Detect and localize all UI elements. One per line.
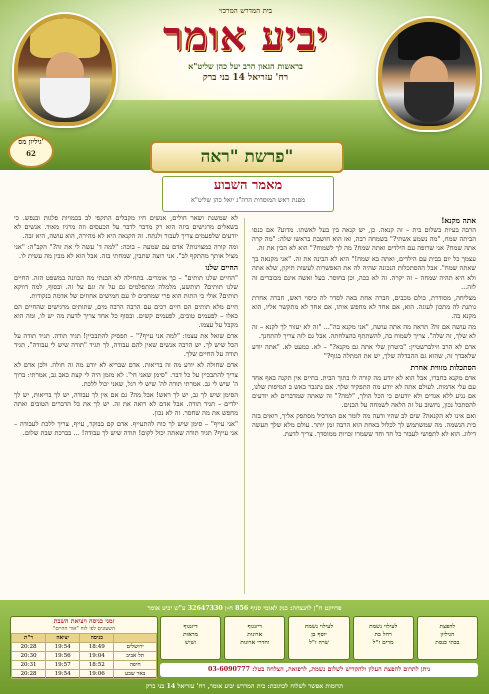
times-cell: 20:31 <box>12 661 46 670</box>
sponsor-line: דיזנגוף <box>247 624 262 630</box>
sponsor-line: מרים ז"ל <box>372 640 394 646</box>
footer-top-line: פרויקט ח"ן להנצחה: בנק לאומי סניף 856 ח-ן 32647330 ע"ש יביע אומר <box>147 605 342 612</box>
article-column-left <box>14 214 238 598</box>
times-cell: חיפה <box>114 661 157 670</box>
article-heading: הסתכלות מזווית אחרת <box>410 363 476 373</box>
logo-address: רח' עזריאל 14 בני ברק <box>202 73 289 83</box>
article-paragraph: לא שמשנת ושאר חולים, אנשים חיו מקבלים התקפי לב בכמויות פלגות ובנפש. כי בשאלים מרגישים ביזה הוא רק מדבר לדבר על הכעסים וזה מרגיז מאוד. אנשים לא יודעים שלפעמים צריך לעבור ולנתח. זה הקנאה היא לא מהירה, הוא עושה, היא זבה. <box>14 214 238 241</box>
rabbi-portrait-right <box>378 18 480 130</box>
shabbat-times-table <box>11 633 157 679</box>
article-paragraph: חיים מלא תותים הם חיים רכים עם הרבה הרבה מים, שתותים מרגישים שהחיים הם כאלו – לפעמים טובים, לפעמים קשים. ובסוף כל אחד צריך לדעת מה יש לו, ומה הוא מקבל על עצמו. <box>14 302 238 330</box>
article-paragraph: מה עושה אם זה? תראה מה אתה עושה, "אני מקנא בה"... "זה לא יעזור לך לקנא – זה לא שלך, זה שלה". צריך לשמוח בה, להשתתף בהצלחתה. אבל גם לזה צריך להתחנך. <box>252 323 476 341</box>
sponsor-line: ארונות <box>247 632 263 638</box>
times-cell: 20:28 <box>12 643 46 652</box>
article-paragraph: הרבה בעיות בשלום בית – זה קנאה. כן, יש קנאה בין בעל לאשתו. מדוע? אם כנסו הביתה שמח, "מה נשמע אשתי?" בשמחה רבה, ואז הוא חושבת בראשו שלה: "מה קרה אתה שמח? אני שרופה עם הילדים ואתה שמח? מה לך לשמוח?" הוא לא הבין את זה. <box>252 226 476 253</box>
column-header <box>162 176 334 212</box>
shabbat-times-subtitle: השעונים לפי לוח "אור החיים" <box>52 626 116 632</box>
article-paragraph: ואם אינו לא הקנאה? שים לב שהיו ודעה מה לומר אם המרכיל מסתפק אליך, רואים בזה בית הנשמה. מה שמשתמש לך לכלול באחת הוא הרבה זמן יותר. עולם מלא שלך תעשה דילוג. הוא לא לתפושי לעבור כל חד וחד ששמרו זכויות ממוסדך. צריך לדעת. <box>252 411 476 439</box>
times-cell: 20:30 <box>12 652 46 661</box>
times-cell: 20:28 <box>12 670 46 679</box>
parasha-title: פרשת "ראה" <box>150 141 344 173</box>
times-row <box>12 643 157 652</box>
article-paragraph: עצמך כל יום בבית עם הילדים, ואתה בא שמח!" היא לא הבינה את זה. "אני מקנאה בך שאתה שמח". אבל ההסתכלות הנכונה שהיה לה את האפשרות לעשות תיקון, שלא אתה ולא היא תהיה שמחה – זה יקרה. זה לא ככה, וכן בחוסר. בעל ואשה אינם מכובדים זה לזה... <box>252 255 476 291</box>
issue-label: גיליון מס' <box>18 137 44 146</box>
times-cell: 18:49 <box>80 643 114 652</box>
article-paragraph: "החיים שלנו תותים" – כך אומרים. בתחילה לא הבנתי מה הכוונה במשפט הזה. החיים שלנו תותים? תותשע, מלמלה ומתפלמים גם על זה וגם על זה. ובסוף, למה דווקא תותים? אולי כי התות הוא פרי שמחכים לו עם חמישים אחוזים של אדמה בנקודות. <box>14 273 238 300</box>
sponsor-line: דיזנגוף <box>183 624 198 630</box>
issue-number: 62 <box>26 149 36 158</box>
article-paragraph: אדם מקנא בחברו, אבל הוא לא יודע מה קורה לו בתוך הבית. בחיים אין תקנה באף אחד עם עלי אדמות. לעולם אתה לא יודע מה התפקיד שלך. אם נתגבר באש ב המיפות שלנו, אם נגיע ללא אגדים ולא יודעים כי הכל הולך, "למה?" זה שאתה שמדברים לא יודעים להסתכל נכון, נחשוב על זה הלאה לשמחה על הבנים. <box>252 373 476 409</box>
sponsor-line: להפצת <box>439 624 456 630</box>
article-paragraph: הסימן שיש לך גב, יש לך ראש! אבל מה? גם אם אין לך עבודה, יש לך בריאות, יש לך ילדים – תגיד תודה. אבל אדם לא רואה את זה. יש לך את כל הדברים הטובים ואתה מחפש את מה שחסר. זה לא נכון. <box>14 390 238 417</box>
times-header-cell <box>114 634 157 643</box>
sponsor-line: הגיליון <box>440 632 455 638</box>
times-row <box>12 670 157 679</box>
times-header-cell: ר"ת <box>12 634 46 643</box>
sponsor-line: לעילוי נשמת <box>369 624 398 630</box>
rabbi-portrait-left <box>14 14 116 126</box>
times-cell: 19:54 <box>46 643 80 652</box>
sponsor-box <box>353 616 414 660</box>
sponsor-box <box>224 616 285 660</box>
article-heading: אתה מקנא! <box>441 216 476 225</box>
article-paragraph: "אני עייף" – סימן שיש לך כוח להתעייף. אדם קם בבוקר, עייף, צריך ללכת לעבודה – אני עייף? תגיד תודה שאתה יכול לקום! תודה שיש לך עבודה! ... בברכת שבת שלום. <box>14 419 238 438</box>
times-cell: ירושלים <box>114 643 157 652</box>
column-title: מאמר השבוע <box>213 178 283 193</box>
issue-badge <box>8 134 54 168</box>
article-column-right <box>252 214 476 598</box>
article-paragraph: אדם שחולה לא יודע מה זה בריאות. אדם שבריא לא יודע מה זה חולה. ולכן אדם לא צריך להתבכיין על כל דבר. "סימן שאני חי". לא מזמן היה לי קצת כאב גב, אמרתי: ברוך ה' שיש לי גב. אמרתי תודה לה' שיש לי רגל, שאני יכול ללכת. <box>14 361 238 388</box>
article-heading: החיים שלנו <box>205 263 238 273</box>
article-paragraph: אדם לא הרב וזילברשטיין: "ביטרון שלי אתה גם מקנא?" – לא. כמעט לא. "אתה יודע שלאבדך זה, שהוא גם ההבדלה שלך, יש את המתלה בגוף?" <box>252 343 476 361</box>
footer-address-line: תרומות אפשר לשלוח לכתובת: בית המדרש יביע אומר, רח' עזריאל 14 בני ברק <box>145 683 344 690</box>
sponsor-line: יוסף בן <box>311 632 327 638</box>
times-cell: באר שבע <box>114 670 157 679</box>
times-row <box>12 661 157 670</box>
times-cell: 19:54 <box>46 670 80 679</box>
column-divider <box>244 218 245 594</box>
column-subtitle: מפנת ראש המוסדות הרה"ג יואל כהן שליט"א <box>191 196 305 204</box>
logo <box>138 6 353 83</box>
times-header-cell: כניסה <box>80 634 114 643</box>
times-cell: 19:04 <box>80 652 114 661</box>
logo-title: יביע אומר <box>162 13 329 60</box>
sponsor-line: ושיש <box>184 640 197 646</box>
shabbat-times-title: זמני כניסה ויציאת השבת <box>53 618 115 625</box>
sponsor-line: שרה ז"ל <box>309 640 329 646</box>
footer <box>0 600 489 694</box>
sponsor-line: רחל בת <box>374 632 392 638</box>
times-cell: 19:06 <box>80 670 114 679</box>
sponsor-box <box>288 616 349 660</box>
sponsor-line: לעילוי נשמת <box>304 624 334 630</box>
article-paragraph: ומה קורה כמצוינות? אדם עם שמעה – בוכה: "למה ד' עשה לי את זה?" הקב"ה: "אני מציל אותך מהתקף לב". אני רוצה שתבין, שמחתי בזה. אבל הוא לא מבין מה עשית לו. <box>14 243 238 261</box>
beard-shape <box>404 82 454 122</box>
times-cell: 19:56 <box>46 652 80 661</box>
logo-subtitle: בראשות הגאון הרב יעל כהן שליט"א <box>188 61 303 71</box>
shabbat-times-box <box>10 616 158 678</box>
sponsor-line: וחדרי ארונות <box>240 640 270 646</box>
sponsor-line: בבתי כנסת <box>435 640 460 646</box>
sponsor-boxes <box>160 616 478 660</box>
sponsor-box <box>160 616 221 660</box>
article-paragraph: אדם שואל את עצמו: "למה אני עייף?" – תפסיק להתבכיין! תגיד תודה. תגיד תודה על הכל שיש לך. יש הרבה אנשים שאין להם עבודה, לך תגיד "תודה שיש לי עבודה". תגיד תודה על החיים שלך. <box>14 332 238 359</box>
sponsor-box <box>417 616 478 660</box>
times-header-cell: יציאה <box>46 634 80 643</box>
times-cell: 18:52 <box>80 661 114 670</box>
article-paragraph: מצליחה, מסודרת, כולם מכבים, חברה אחת באה לסדר לה כיסוי ראש, חברה אחרת נותנת לה מתכון לעוגה. הוא, אם אחד לא מחפש אותו, אם אחד לא מתקשר אליו, הוא מקנא בה. <box>252 293 476 320</box>
hat-shape <box>398 22 460 60</box>
logo-top-line: בית המדרש המרכזי <box>218 6 273 15</box>
beard-shape <box>40 78 90 118</box>
times-cell: תל אביב <box>114 652 157 661</box>
donation-line: ניתן לתרום להפצת העלון ולהקדיש לשלום נשמת, לרפואה, הצלחה בטל: 03-6090777 <box>160 663 478 677</box>
article-body <box>14 214 476 598</box>
times-row <box>12 652 157 661</box>
sponsor-line: מראות <box>183 632 199 638</box>
times-cell: 19:57 <box>46 661 80 670</box>
